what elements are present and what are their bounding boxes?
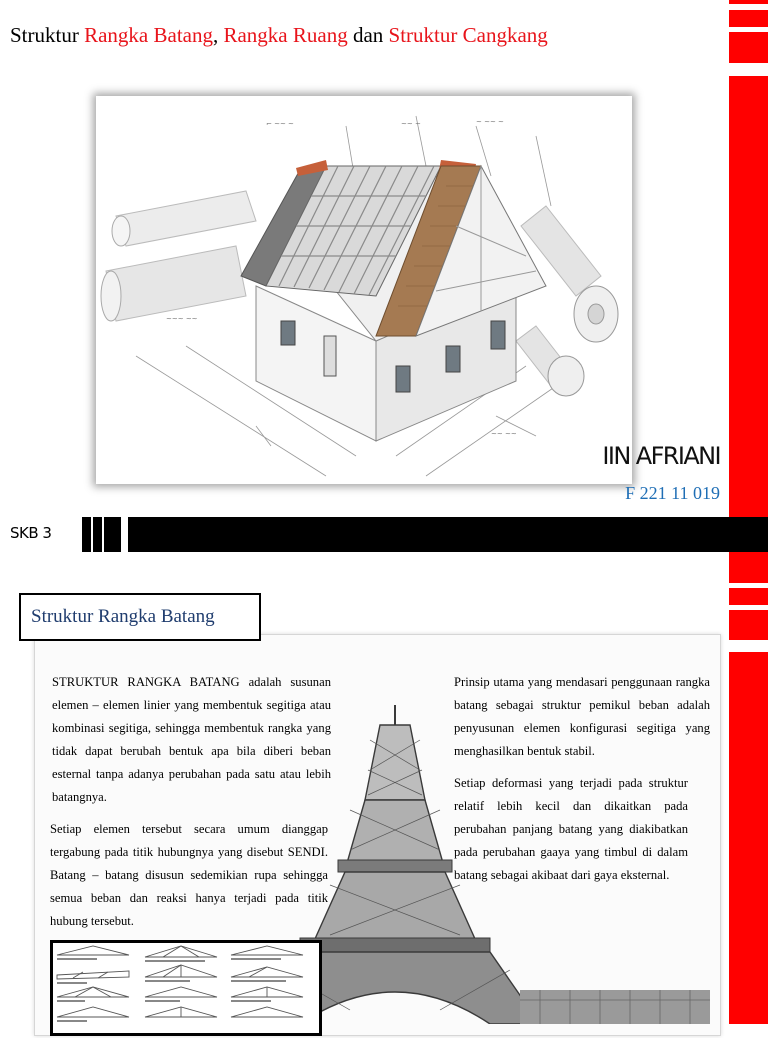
title-part-rangka-ruang: Rangka Ruang bbox=[223, 23, 348, 47]
author-student-id: F 221 11 019 bbox=[625, 483, 720, 503]
left-paragraph-2: Setiap elemen tersebut secara umum dianggap tergabung pada titik hubungnya yang disebut SENDI. Batang – batang disusun sedemikian rupa sehingga semua beban dan reaksi hanya terjadi pada titik hubung tersebut. bbox=[50, 822, 328, 928]
title-part-5: dan bbox=[347, 23, 389, 47]
title-part-rangka-batang: Rangka Batang bbox=[84, 23, 213, 47]
side-stripe-6 bbox=[729, 610, 768, 640]
side-stripe-4 bbox=[729, 76, 768, 583]
page-title bbox=[10, 20, 548, 50]
title-part-3: , bbox=[212, 23, 224, 47]
house-illustration-frame bbox=[96, 96, 632, 484]
svg-text:~~ ~: ~~ ~ bbox=[401, 120, 421, 128]
svg-text:⌐ ~~ ~: ⌐ ~~ ~ bbox=[266, 120, 294, 128]
section-title: Struktur Rangka Batang bbox=[31, 606, 215, 627]
title-part-struktur-cangkang: Struktur Cangkang bbox=[388, 23, 548, 47]
right-paragraph-1: Prinsip utama yang mendasari penggunaan rangka batang sebagai struktur pemikul beban adalah penyusunan elemen konfigurasi segitiga yang menghasilkan bentuk stabil. bbox=[454, 675, 710, 758]
truss-types-illustration bbox=[53, 943, 319, 1033]
side-stripe-5 bbox=[729, 588, 768, 605]
black-banner bbox=[128, 517, 768, 552]
side-stripe-7 bbox=[729, 652, 768, 1024]
author-name: IIN AFRIANI bbox=[602, 442, 720, 470]
black-block-1 bbox=[82, 517, 91, 552]
house-illustration bbox=[96, 96, 632, 484]
side-stripe-3 bbox=[729, 32, 768, 63]
title-part-1: Struktur bbox=[10, 23, 85, 47]
svg-text:~ ~~ ~: ~ ~~ ~ bbox=[476, 118, 504, 126]
svg-text:~~ ~~: ~~ ~~ bbox=[491, 430, 517, 438]
left-paragraph-1: STRUKTUR RANGKA BATANG adalah susunan elemen – elemen linier yang membentuk segitiga atau kombinasi segitiga, sehingga membentuk rangka yang tidak dapat berubah bentuk apa bila diberi beban esternal tanpa adanya perubahan pada satu atau lebih batangnya. bbox=[52, 675, 331, 804]
svg-text:~~~ ~~: ~~~ ~~ bbox=[166, 315, 198, 323]
black-block-2 bbox=[93, 517, 102, 552]
side-stripe-1 bbox=[729, 0, 768, 4]
black-block-3 bbox=[104, 517, 121, 552]
truss-types-thumbnail bbox=[50, 940, 322, 1036]
right-paragraph-2: Setiap deformasi yang terjadi pada struktur relatif lebih kecil dan dikaitkan pada perubahan panjang batang yang diakibatkan pada perubahan gaaya yang timbul di dalam batang sebagai akibaat dari gaya eksternal. bbox=[454, 776, 688, 882]
course-label: SKB 3 bbox=[10, 524, 52, 542]
side-stripe-2 bbox=[729, 10, 768, 27]
